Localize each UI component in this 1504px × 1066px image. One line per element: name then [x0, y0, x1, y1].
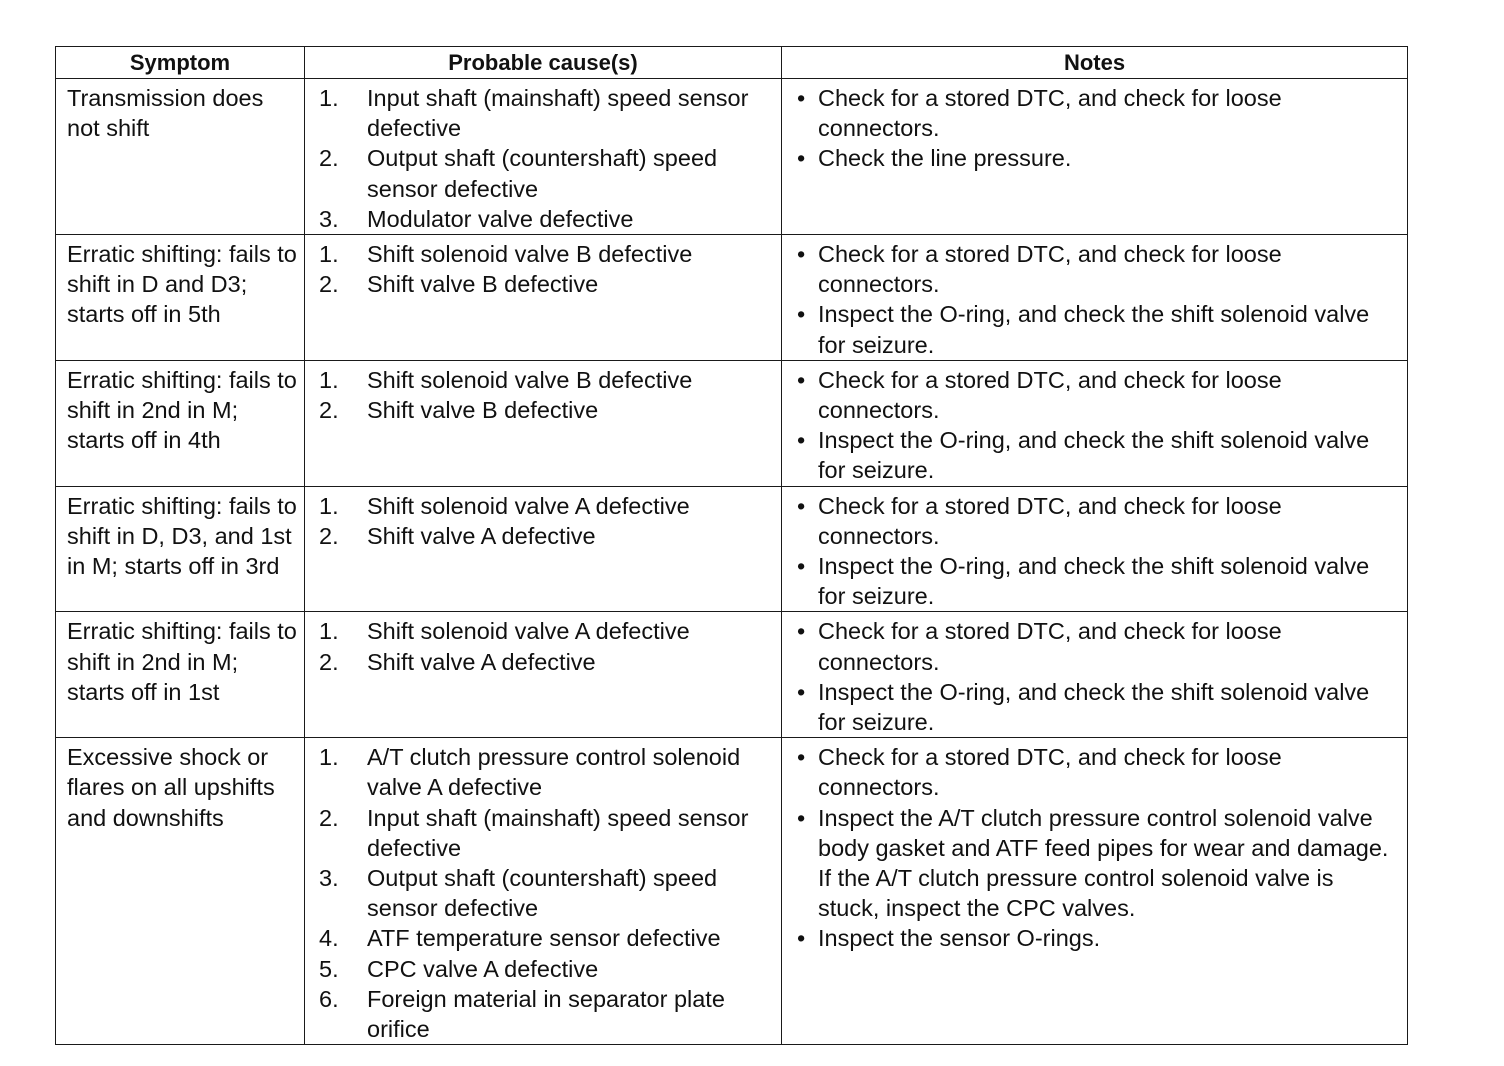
cause-text: Modulator valve defective: [367, 205, 634, 232]
cause-number: 1.: [319, 85, 339, 111]
bullet-icon: •: [797, 553, 806, 580]
cause-text: Input shaft (mainshaft) speed sensor defective: [367, 804, 749, 861]
cause-number: 4.: [319, 925, 339, 952]
cause-item: [305, 984, 781, 1044]
table-header: [56, 47, 1408, 79]
cause-text: Shift valve B defective: [367, 271, 599, 298]
cause-item: [305, 204, 781, 234]
symptom-cell: Erratic shifting: fails to shift in D and D3; starts off in 5th: [56, 235, 305, 361]
notes-list: [782, 83, 1407, 174]
cause-item: [305, 803, 781, 863]
bullet-icon: •: [797, 678, 806, 705]
header-probable-causes: Probable cause(s): [305, 47, 782, 79]
causes-cell: [305, 235, 782, 361]
note-item: [782, 923, 1407, 953]
note-item: [782, 616, 1407, 676]
cause-text: Shift valve A defective: [367, 522, 596, 549]
header-symptom: Symptom: [56, 47, 305, 79]
note-item: [782, 365, 1407, 425]
cause-number: 6.: [319, 985, 339, 1012]
bullet-icon: •: [797, 427, 806, 454]
cause-text: Shift solenoid valve B defective: [367, 241, 693, 268]
cause-number: 2.: [319, 271, 339, 298]
note-text: Inspect the O-ring, and check the shift solenoid valve for seizure.: [818, 678, 1370, 736]
note-text: Check the line pressure.: [818, 145, 1072, 172]
cause-number: 2.: [319, 145, 339, 172]
cause-number: 1.: [319, 744, 339, 771]
bullet-icon: •: [797, 366, 806, 393]
note-text: Inspect the O-ring, and check the shift solenoid valve for seizure.: [818, 301, 1370, 358]
notes-list: [782, 742, 1407, 953]
cause-item: [305, 923, 781, 953]
table-body: [56, 79, 1408, 1045]
note-text: Inspect the O-ring, and check the shift solenoid valve for seizure.: [818, 553, 1370, 610]
causes-list: [305, 83, 781, 234]
note-item: [782, 143, 1407, 173]
causes-list: [305, 616, 781, 676]
cause-number: 3.: [319, 205, 339, 232]
notes-list: [782, 365, 1407, 486]
bullet-icon: •: [797, 804, 806, 831]
bullet-icon: •: [797, 145, 806, 172]
causes-list: [305, 491, 781, 551]
bullet-icon: •: [797, 925, 806, 952]
cause-number: 2.: [319, 522, 339, 549]
cause-text: Shift solenoid valve A defective: [367, 492, 690, 519]
cause-text: Shift solenoid valve A defective: [367, 618, 690, 645]
cause-number: 1.: [319, 492, 339, 519]
cause-item: [305, 269, 781, 299]
note-text: Check for a stored DTC, and check for loose connectors.: [818, 366, 1282, 424]
cause-number: 1.: [319, 366, 339, 393]
cause-text: Output shaft (countershaft) speed sensor defective: [367, 865, 718, 922]
cause-item: [305, 239, 781, 269]
cause-text: A/T clutch pressure control solenoid valve A defective: [367, 744, 741, 801]
cause-number: 2.: [319, 397, 339, 424]
notes-cell: [782, 360, 1408, 486]
causes-list: [305, 365, 781, 425]
notes-cell: [782, 612, 1408, 738]
cause-item: [305, 143, 781, 203]
cause-item: [305, 863, 781, 923]
note-item: [782, 677, 1407, 737]
note-item: [782, 425, 1407, 485]
cause-item: [305, 365, 781, 395]
notes-list: [782, 491, 1407, 612]
cause-number: 1.: [319, 241, 339, 268]
cause-item: [305, 83, 781, 143]
cause-item: [305, 954, 781, 984]
cause-number: 2.: [319, 804, 339, 831]
symptom-cell: Erratic shifting: fails to shift in 2nd in M; starts off in 1st: [56, 612, 305, 738]
cause-text: CPC valve A defective: [367, 955, 599, 982]
bullet-icon: •: [797, 85, 806, 111]
causes-cell: [305, 360, 782, 486]
cause-text: Input shaft (mainshaft) speed sensor defective: [367, 85, 749, 142]
notes-list: [782, 616, 1407, 737]
cause-item: [305, 521, 781, 551]
note-item: [782, 83, 1407, 143]
cause-item: [305, 647, 781, 677]
cause-item: [305, 616, 781, 646]
causes-list: [305, 742, 781, 1044]
table-row: [56, 612, 1408, 738]
symptom-cell: Transmission does not shift: [56, 79, 305, 235]
notes-list: [782, 239, 1407, 360]
cause-text: Foreign material in separator plate orifice: [367, 985, 725, 1043]
bullet-icon: •: [797, 618, 806, 645]
note-text: Check for a stored DTC, and check for loose connectors.: [818, 744, 1282, 801]
note-text: Inspect the O-ring, and check the shift solenoid valve for seizure.: [818, 427, 1370, 484]
note-text: Check for a stored DTC, and check for loose connectors.: [818, 241, 1282, 298]
note-item: [782, 299, 1407, 359]
causes-list: [305, 239, 781, 299]
cause-item: [305, 491, 781, 521]
note-text: Check for a stored DTC, and check for loose connectors.: [818, 85, 1282, 142]
table-row: [56, 360, 1408, 486]
symptom-cell: Excessive shock or flares on all upshifts and downshifts: [56, 738, 305, 1045]
note-item: [782, 551, 1407, 611]
cause-item: [305, 395, 781, 425]
causes-cell: [305, 738, 782, 1045]
cause-text: Output shaft (countershaft) speed sensor defective: [367, 145, 718, 202]
header-notes: Notes: [782, 47, 1408, 79]
note-item: [782, 491, 1407, 551]
note-item: [782, 803, 1407, 924]
causes-cell: [305, 486, 782, 612]
notes-cell: [782, 79, 1408, 235]
symptom-cell: Erratic shifting: fails to shift in 2nd in M; starts off in 4th: [56, 360, 305, 486]
bullet-icon: •: [797, 744, 806, 771]
cause-number: 1.: [319, 618, 339, 645]
note-text: Check for a stored DTC, and check for loose connectors.: [818, 618, 1282, 675]
bullet-icon: •: [797, 301, 806, 328]
note-text: Inspect the sensor O-rings.: [818, 925, 1101, 952]
causes-cell: [305, 612, 782, 738]
cause-item: [305, 742, 781, 802]
cause-text: Shift solenoid valve B defective: [367, 366, 693, 393]
cause-number: 3.: [319, 865, 339, 892]
causes-cell: [305, 79, 782, 235]
troubleshooting-table: [55, 46, 1408, 1045]
note-text: Inspect the A/T clutch pressure control solenoid valve body gasket and ATF feed pipes for wear and damage. If the A/T clutch pressure control solenoid valve is stuck, inspect the CPC valves.: [818, 804, 1389, 922]
note-item: [782, 239, 1407, 299]
header-row: [56, 47, 1408, 79]
cause-text: ATF temperature sensor defective: [367, 925, 721, 952]
note-text: Check for a stored DTC, and check for loose connectors.: [818, 492, 1282, 549]
cause-number: 2.: [319, 648, 339, 675]
table-row: [56, 79, 1408, 235]
table-row: [56, 235, 1408, 361]
bullet-icon: •: [797, 241, 806, 268]
bullet-icon: •: [797, 492, 806, 519]
note-item: [782, 742, 1407, 802]
symptom-cell: Erratic shifting: fails to shift in D, D3, and 1st in M; starts off in 3rd: [56, 486, 305, 612]
cause-number: 5.: [319, 955, 339, 982]
table-row: [56, 738, 1408, 1045]
cause-text: Shift valve B defective: [367, 397, 599, 424]
notes-cell: [782, 235, 1408, 361]
notes-cell: [782, 486, 1408, 612]
table-row: [56, 486, 1408, 612]
cause-text: Shift valve A defective: [367, 648, 596, 675]
notes-cell: [782, 738, 1408, 1045]
